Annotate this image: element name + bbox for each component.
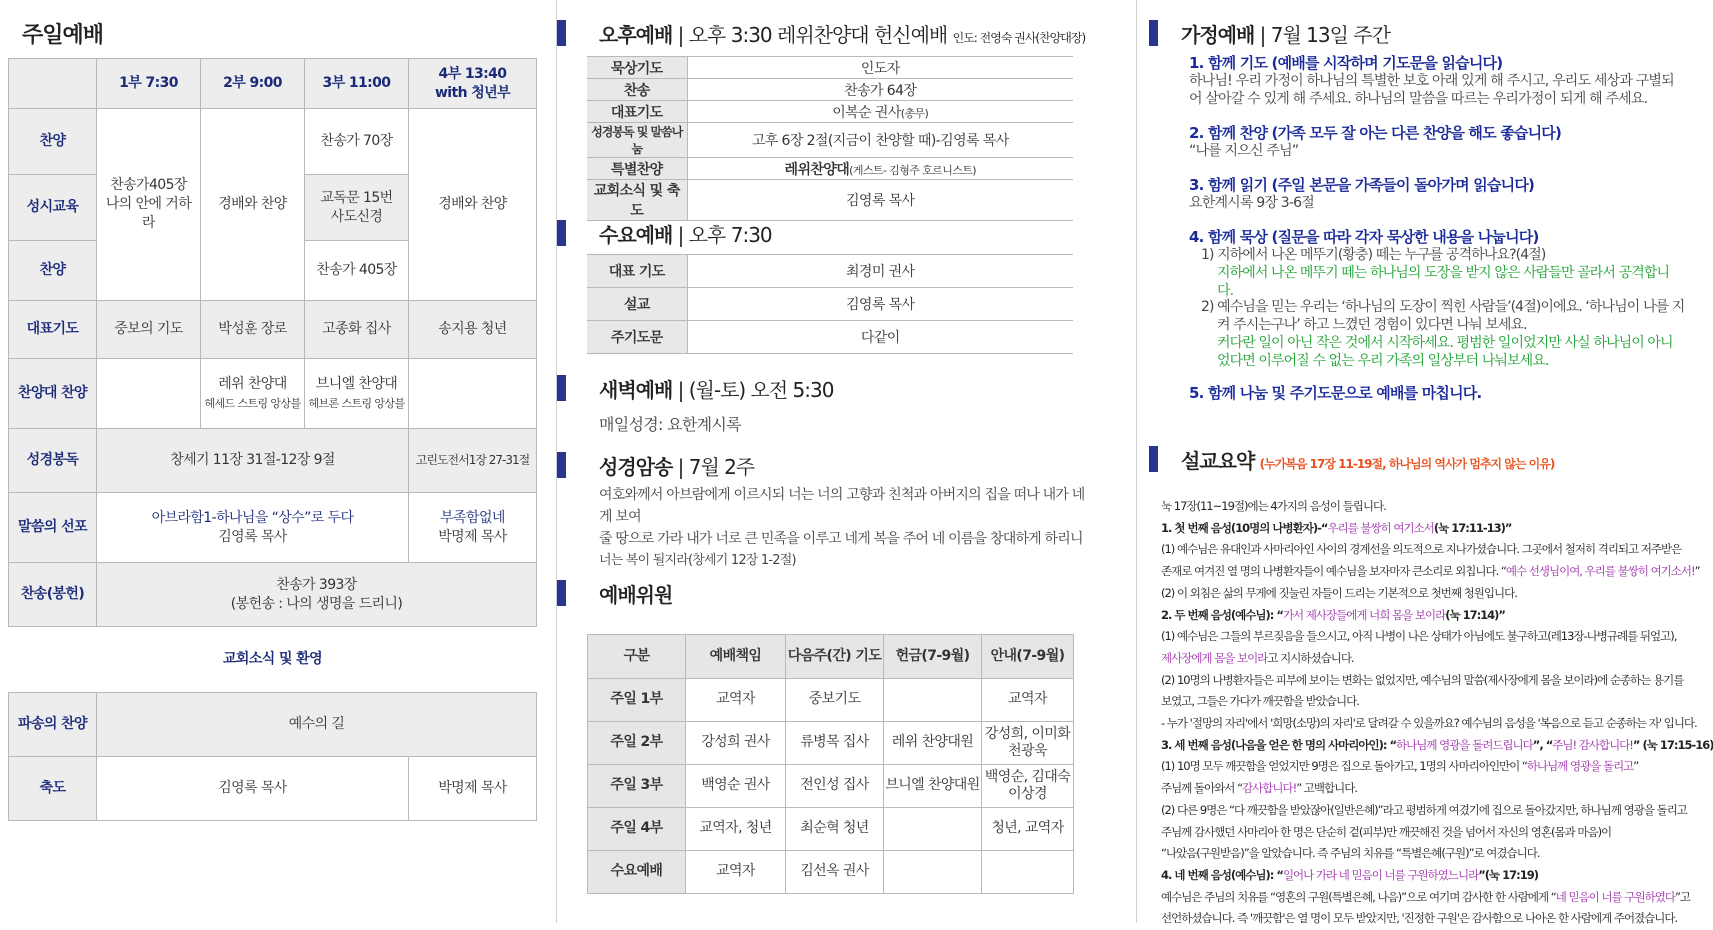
row-label-blessing: 축도 xyxy=(9,757,97,821)
cell-4bu-praise: 경배와 찬양 xyxy=(409,109,537,301)
afternoon-title: 오후예배 | 오후 3:30 레위찬양대 헌신예배 인도: 전영숙 권사(찬양대장) xyxy=(599,23,1086,47)
row-label-sermon: 말씀의 선포 xyxy=(9,493,97,563)
cell-1bu-praise: 찬송가405장 나의 안에 거하라 xyxy=(97,109,201,301)
cell-sending: 예수의 길 xyxy=(97,693,537,757)
header-3bu: 3부 11:00 xyxy=(305,59,409,109)
table-row xyxy=(9,563,537,627)
row-label-choir: 찬양대 찬양 xyxy=(9,359,97,429)
cell-offering: 찬송가 393장 (봉헌송 : 나의 생명을 드리니) xyxy=(97,563,537,627)
section-marker xyxy=(557,220,566,246)
table-row: 주기도문 다같이 xyxy=(587,321,1073,354)
row-label-praise-2: 찬양 xyxy=(9,241,97,301)
table-row: 주일 2부 강성희 권사 류병목 집사 레위 찬양대원 강성희, 이미화 천광욱 xyxy=(588,722,1074,765)
memory-verse: 여호와께서 아브람에게 이르시되 너는 너의 고향과 친척과 아버지의 집을 떠나 내가 네게 보여 줄 땅으로 가라 내가 너로 큰 민족을 이루고 네게 복을 주어 네 이름을 창대하게 하리니 너는 복이 될지라(창세기 12장 1-2절) xyxy=(599,487,1085,568)
staff-table xyxy=(587,634,1074,894)
table-row xyxy=(9,59,537,109)
table-row: 구분 예배책임 다음주(간) 기도 헌금(7-9월) 안내(7-9월) xyxy=(588,635,1074,679)
table-row: 설교 김영록 목사 xyxy=(587,288,1073,321)
cell-blessing-main: 김영록 목사 xyxy=(97,757,409,821)
corner-cell xyxy=(9,59,97,109)
table-row xyxy=(9,109,537,175)
family-step-4: 4. 함께 묵상 (질문을 따라 각자 묵상한 내용을 나눕니다) xyxy=(1189,228,1539,246)
row-label-education: 성시교육 xyxy=(9,175,97,241)
table-row: 주일 1부 교역자 중보기도 교역자 xyxy=(588,679,1074,722)
right-column xyxy=(1136,0,1713,926)
table-row: 대표 기도 최경미 권사 xyxy=(587,255,1073,288)
table-row xyxy=(9,301,537,359)
cell-news: 교회소식 및 환영 xyxy=(9,627,537,693)
wednesday-title: 수요예배 | 오후 7:30 xyxy=(599,223,772,247)
table-row xyxy=(9,429,537,493)
cell-choir-3: 브니엘 찬양대 헤브론 스트링 앙상블 xyxy=(305,359,409,429)
question-2: 2) 예수님을 믿는 우리는 ‘하나님의 도장이 찍힌 사람들’(4절)이에요. ‘하나님이 나를 지켜 주시는구나’ 하고 느꼈던 경험이 있다면 나눠 보세요. xyxy=(1201,299,1685,333)
question-1: 1) 지하에서 나온 메뚜기(황충) 떼는 누구를 공격하나요?(4절) xyxy=(1201,247,1546,263)
table-row xyxy=(9,493,537,563)
table-row xyxy=(9,359,537,429)
row-label-rep-prayer: 대표기도 xyxy=(9,301,97,359)
cell-rep-1: 중보의 기도 xyxy=(97,301,201,359)
header-4bu: 4부 13:40 with 청년부 xyxy=(409,59,537,109)
cell-reading-main: 창세기 11장 31절-12장 9절 xyxy=(97,429,409,493)
header-2bu: 2부 9:00 xyxy=(201,59,305,109)
memory-title: 성경암송 | 7월 2주 xyxy=(599,455,755,479)
row-label-offering: 찬송(봉헌) xyxy=(9,563,97,627)
table-row: 찬송 찬송가 64장 xyxy=(587,79,1073,101)
cell-choir-2: 레위 찬양대 헤세드 스트링 앙상블 xyxy=(201,359,305,429)
table-row: 교회소식 및 축도 김영록 목사 xyxy=(587,180,1073,221)
family-title: 가정예배 | 7월 13일 주간 xyxy=(1181,23,1390,47)
sunday-order-table xyxy=(8,58,537,821)
middle-column xyxy=(556,0,1136,923)
table-row xyxy=(9,693,537,757)
table-row: 특별찬양 레위찬양대(게스트- 김형주 호르니스트) xyxy=(587,158,1073,180)
table-row: 주일 3부 백영순 권사 전인성 집사 브니엘 찬양대원 백영순, 김대숙 이상경 xyxy=(588,765,1074,808)
table-row: 수요예배 교역자 김선옥 권사 xyxy=(588,851,1074,894)
sermon-summary: 눅 17장(11~19절)에는 4가지의 음성이 들립니다. 1. 첫 번째 음성(10명의 나병환자)-“우리를 불쌍히 여기소서(눅 17:11-13)” (1) 예수님은 유대인과 사마리아인 사이의 경계선을 의도적으로 지나가셨습니다. 그곳에서 철저히 격리되고 저주받은 존재로 여겨진 열 명의 나병환자들이 예수님을 보자마자 큰소리로 외칩니다. “예수 선생님이여, 우리를 불쌍히 여기소서!” (2) 이 외침은 삶의 무게에 짓눌린 자들이 드리는 기본적으로 첫번째 청원입니다. 2. 두 번째 음성(예수님): “가서 제사장들에게 너희 몸을 보이라(눅 17:14)” (1) 예수님은 그들의 부르짖음을 들으시고, 아직 나병이 나은 상태가 아님에도 불구하고(레13장-나병규례를 뒤엎고), 제사장에게 몸을 보이라고 지시하셨습니다. (2) 10명의 나병환자들은 피부에 보이는 변화는 없었지만, 예수님의 말씀(제사장에게 몸을 보이라)에 순종하는 용기를 보였고, 그들은 가다가 깨끗함을 받았습니다. - 누가 '절망의 자리'에서 '희망(소망)의 자리'로 달려갈 수 있을까요? 예수님의 음성을 '복음으로 듣고 순종하는 자' 입니다. 3. 세 번째 음성(나음을 얻은 한 명의 사마리아인): “하나님께 영광을 돌려드립니다”, “주님! 감사합니다!” (눅 17:15-16) (1) 10명 모두 깨끗함을 얻었지만 9명은 집으로 돌아가고, 1명의 사마리아인만이 “하나님께 영광을 돌리고” 주님께 돌아와서 “감사합니다!” 고백합니다. (2) 다른 9명은 “다 깨끗함을 받았잖아(일반은혜)”라고 평범하게 여겼기에 집으로 돌아갔지만, 하나님께 영광을 돌리고 주님께 감사했던 사마리아 한 명은 단순히 겉(피부)만 깨끗해진 것을 넘어서 자신의 영혼(몸과 마음)이 “나았음(구원받음)”을 알았습니다. 즉 주님의 치유를 “특별은혜(구원)”로 여겼습니다. 4. 네 번째 음성(예수님): “일어나 가라 네 믿음이 너를 구원하였느니라”(눅 17:19) 예수님은 주님의 치유를 “영혼의 구원(특별은혜, 나음)”으로 여기며 감사한 한 사람에게 “네 믿음이 너를 구원하였다”고 선언하셨습니다. 즉 '깨끗함'은 열 명이 모두 받았지만, '진정한 구원'은 감사함으로 나아온 한 사람에게 주어졌습니다. xyxy=(1161,499,1713,926)
staff-title: 예배위원 xyxy=(599,583,673,607)
cell-rep-4: 송지용 청년 xyxy=(409,301,537,359)
section-marker xyxy=(1149,20,1158,46)
cell-reading-4: 고린도전서1장 27-31절 xyxy=(409,429,537,493)
dawn-title: 새벽예배 | (월-토) 오전 5:30 xyxy=(599,378,834,402)
table-row: 주일 4부 교역자, 청년 최순혁 청년 청년, 교역자 xyxy=(588,808,1074,851)
cell-choir-1 xyxy=(97,359,201,429)
family-step-2: 2. 함께 찬양 (가족 모두 잘 아는 다른 찬양을 해도 좋습니다) “나를 지으신 주님” xyxy=(1189,124,1562,159)
section-marker xyxy=(1149,446,1158,472)
cell-2bu-praise: 경배와 찬양 xyxy=(201,109,305,301)
table-row: 성경봉독 및 말씀나눔 고후 6장 2절(지금이 찬양할 때)-김영록 목사 xyxy=(587,123,1073,158)
family-step-3: 3. 함께 읽기 (주일 본문을 가족들이 돌아가며 읽습니다) 요한계시록 9장 3-6절 xyxy=(1189,176,1535,211)
summary-title: 설교요약 (누가복음 17장 11-19절, 하나님의 역사가 멈추지 않는 이유) xyxy=(1181,449,1555,473)
wednesday-order-table xyxy=(587,254,1073,354)
cell-rep-2: 박성훈 장로 xyxy=(201,301,305,359)
section-marker xyxy=(557,375,566,401)
row-label-praise: 찬양 xyxy=(9,109,97,175)
sunday-title: 주일예배 xyxy=(22,23,104,48)
row-label-reading: 성경봉독 xyxy=(9,429,97,493)
table-row: 대표기도 이복순 권사(총무) xyxy=(587,101,1073,123)
table-row xyxy=(9,627,537,693)
cell-sermon-main: 아브라함1-하나님을 “상수”로 두다 김영록 목사 xyxy=(97,493,409,563)
cell-3bu-praise-2: 찬송가 405장 xyxy=(305,241,409,301)
cell-blessing-4: 박명제 목사 xyxy=(409,757,537,821)
cell-rep-3: 고종화 집사 xyxy=(305,301,409,359)
row-label-sending: 파송의 찬양 xyxy=(9,693,97,757)
dawn-text: 매일성경: 요한계시록 xyxy=(599,415,741,434)
afternoon-order-table xyxy=(587,56,1073,221)
section-marker xyxy=(557,20,566,46)
table-row: 묵상기도 인도자 xyxy=(587,57,1073,79)
answer-2: 커다란 일이 아닌 작은 것에서 시작하세요. 평범한 일이었지만 사실 하나님이 아니었다면 이루어질 수 없는 우리 가족의 일상부터 나눠보세요. xyxy=(1217,335,1673,369)
cell-choir-4 xyxy=(409,359,537,429)
answer-1: 지하에서 나온 메뚜기 떼는 하나님의 도장을 받지 않은 사람들만 골라서 공격합니다. xyxy=(1217,265,1670,299)
sunday-column xyxy=(0,0,550,923)
section-marker xyxy=(557,452,566,478)
family-step-1: 1. 함께 기도 (예배를 시작하며 기도문을 읽습니다) 하나님! 우리 가정이 하나님의 특별한 보호 아래 있게 해 주시고, 우리도 세상과 구별되어 살아갈 수 있게 해 주세요. 하나님의 말씀을 따르는 우리가정이 되게 해 주세요. xyxy=(1189,54,1674,107)
cell-sermon-4: 부족함없네 박명제 목사 xyxy=(409,493,537,563)
table-row xyxy=(9,757,537,821)
header-1bu: 1부 7:30 xyxy=(97,59,201,109)
cell-3bu-education: 교독문 15번 사도신경 xyxy=(305,175,409,241)
family-step-5: 5. 함께 나눔 및 주기도문으로 예배를 마칩니다. xyxy=(1189,384,1482,402)
section-marker xyxy=(557,580,566,606)
cell-3bu-praise: 찬송가 70장 xyxy=(305,109,409,175)
